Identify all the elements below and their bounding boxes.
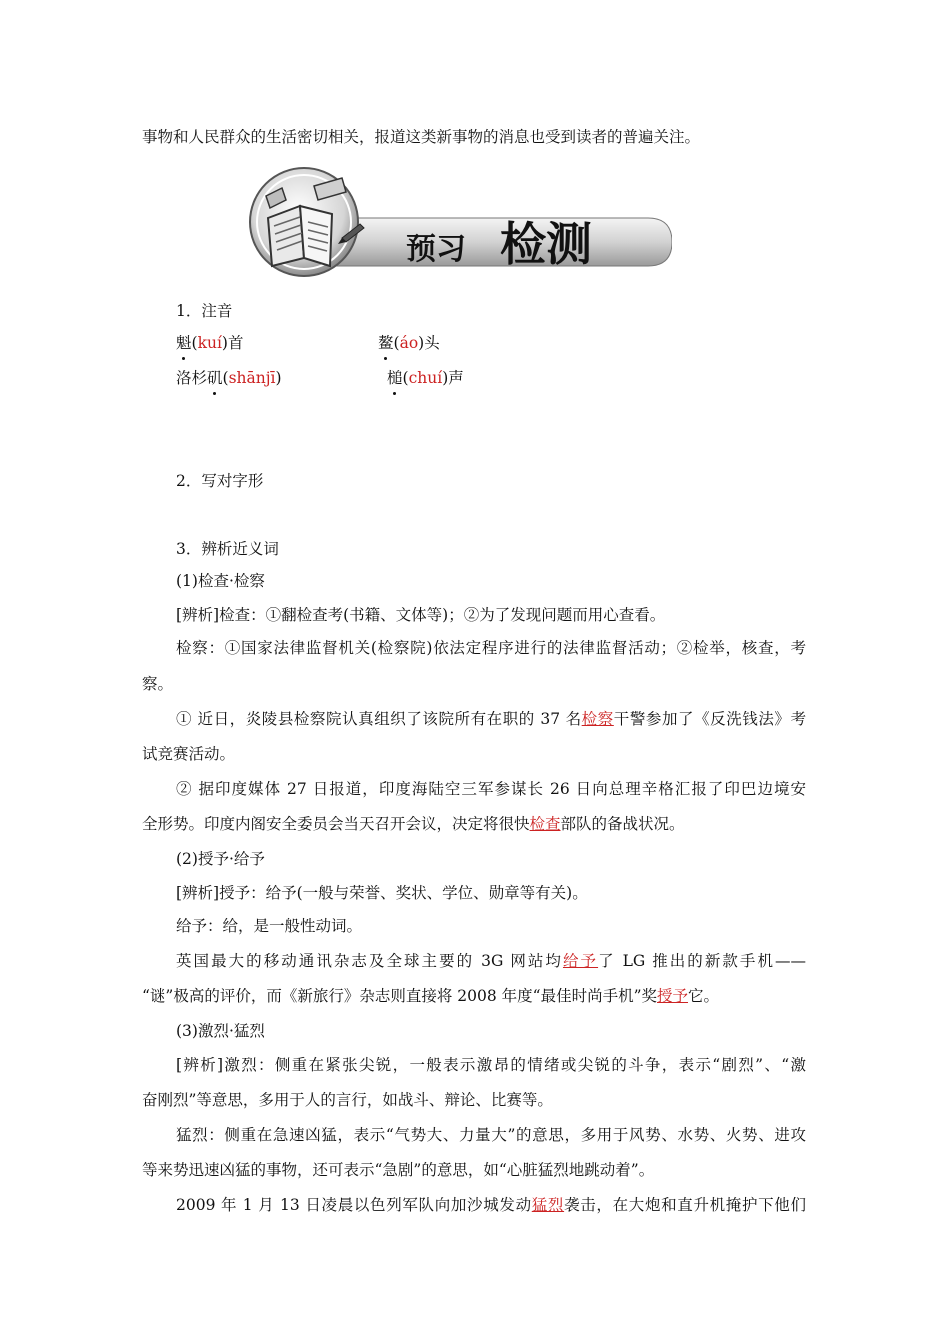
group3-title: (3)激烈·猛烈 xyxy=(176,1022,265,1040)
group3-example: 2009 年 1 月 13 日凌晨以色列军队向加沙城发动猛烈袭击，在大炮和直升机掩护下他们 xyxy=(176,1196,806,1214)
q3-heading: 3．辨析近义词 xyxy=(176,540,279,558)
banner-title-small: 预习 xyxy=(406,232,466,267)
group2-title: (2)授予·给予 xyxy=(176,850,265,868)
answer-word: 检查 xyxy=(529,815,561,833)
answer-word: 检察 xyxy=(581,710,614,728)
group1-definition-cont: 察。 xyxy=(142,675,174,693)
pinyin-item: 洛杉矶(shānjī) xyxy=(176,369,282,387)
group1-example1-cont: 试竞赛活动。 xyxy=(142,745,236,763)
group1-title: (1)检查·检察 xyxy=(176,572,265,590)
pinyin-item: 鳌(áo)头 xyxy=(378,334,440,352)
group3-definition-cont: 等来势迅速凶猛的事物，还可表示“急剧”的意思，如“心脏猛烈地跳动着”。 xyxy=(142,1161,655,1179)
answer-word: 猛烈 xyxy=(531,1196,565,1214)
banner-title-big: 检测 xyxy=(500,217,592,271)
q2-heading: 2．写对字形 xyxy=(176,472,264,490)
group1-analysis: [辨析]检查：①翻检查考(书籍、文体等)；②为了发现问题而用心查看。 xyxy=(176,606,666,624)
pinyin-item: 槌(chuí)声 xyxy=(387,369,464,387)
group1-example2: ② 据印度媒体 27 日报道，印度海陆空三军参谋长 26 日向总理辛格汇报了印巴边境安 xyxy=(176,780,806,798)
q1-heading: 1．注音 xyxy=(176,302,233,320)
intro-text: 事物和人民群众的生活密切相关，报道这类新事物的消息也受到读者的普遍关注。 xyxy=(142,128,701,146)
group2-example: 英国最大的移动通讯杂志及全球主要的 3G 网站均给予了 LG 推出的新款手机—— xyxy=(176,952,806,970)
pinyin-item: 魁(kuí)首 xyxy=(176,334,244,352)
answer-word: 授予 xyxy=(657,987,689,1005)
group2-definition: 给予：给，是一般性动词。 xyxy=(176,917,363,935)
preview-test-banner xyxy=(248,166,672,280)
group1-example1: ① 近日，炎陵县检察院认真组织了该院所有在职的 37 名检察干警参加了《反洗钱法》考 xyxy=(176,710,806,728)
group3-definition: 猛烈：侧重在急速凶猛，表示“气势大、力量大”的意思，多用于风势、水势、火势、进攻 xyxy=(176,1126,806,1144)
group3-analysis: [辨析]激烈：侧重在紧张尖锐，一般表示激昂的情绪或尖锐的斗争，表示“剧烈”、“激 xyxy=(176,1056,806,1074)
group2-analysis: [辨析]授予：给予(一般与荣誉、奖状、学位、勋章等有关)。 xyxy=(176,884,588,902)
banner-graphic xyxy=(248,166,672,280)
answer-word: 给予 xyxy=(562,952,599,970)
group1-definition: 检察：①国家法律监督机关(检察院)依法定程序进行的法律监督活动；②检举，核查，考 xyxy=(176,639,806,657)
group2-example-cont: “谜”极高的评价，而《新旅行》杂志则直接将 2008 年度“最佳时尚手机”奖授予它。 xyxy=(142,987,720,1005)
group3-analysis-cont: 奋刚烈”等意思，多用于人的言行，如战斗、辩论、比赛等。 xyxy=(142,1091,553,1109)
group1-example2-cont: 全形势。印度内阁安全委员会当天召开会议，决定将很快检查部队的备战状况。 xyxy=(142,815,685,833)
